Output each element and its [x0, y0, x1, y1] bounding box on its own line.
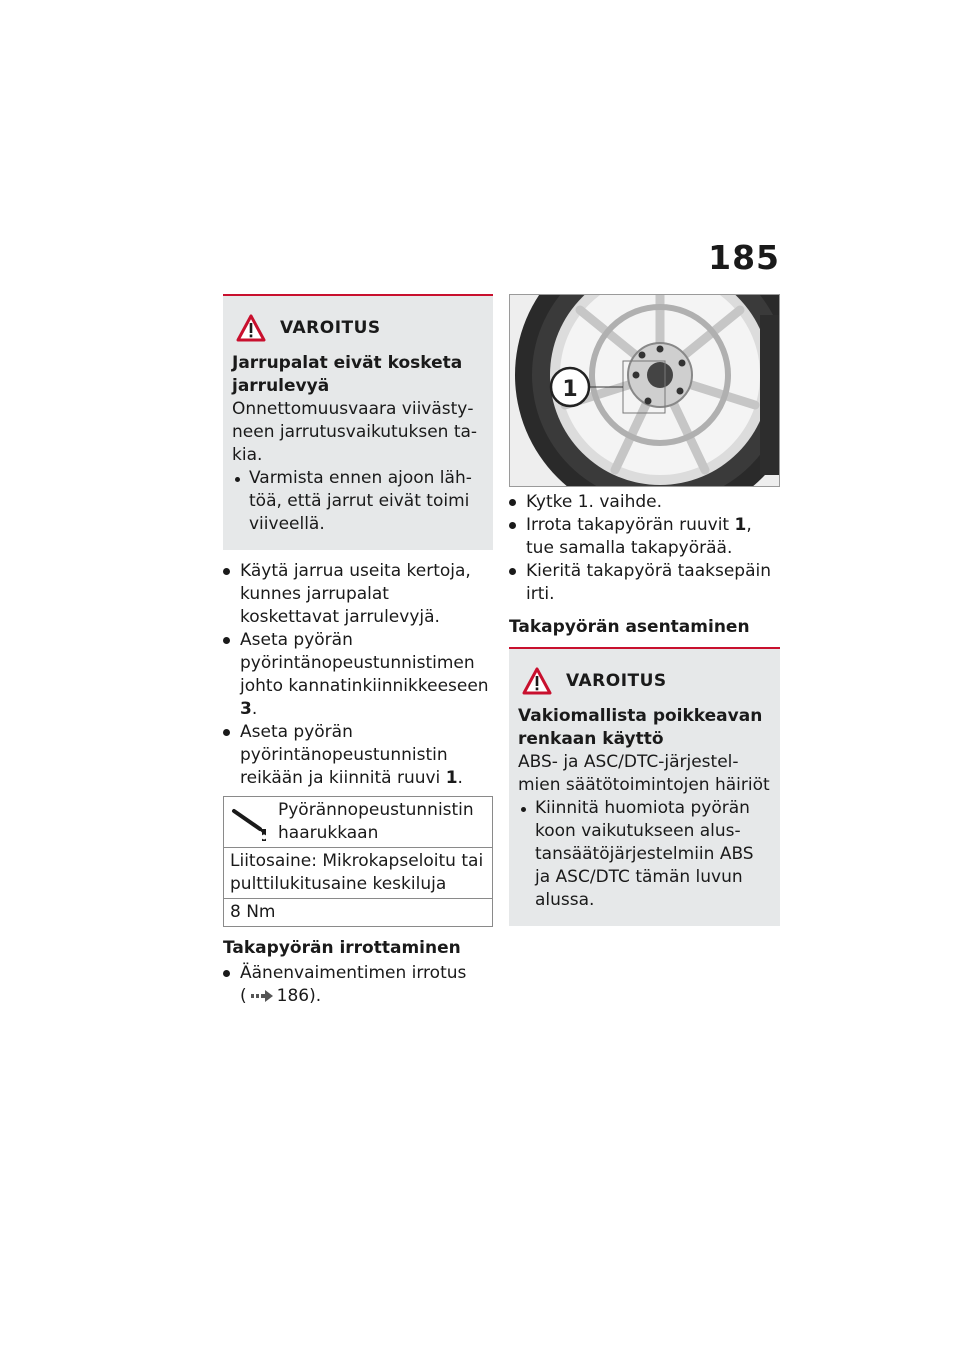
right-step-list	[509, 491, 780, 606]
spec-component: Pyörännopeustunnistin haarukkaan	[278, 800, 474, 843]
warning-title: VAROITUS	[280, 318, 381, 338]
arrow-reference-icon	[251, 990, 273, 1002]
warning-box-brakes	[223, 294, 493, 550]
removal-step: Äänenvaimentimen irrotus	[240, 963, 467, 983]
figure-callout-1: 1	[562, 377, 578, 402]
warning-bullet: Varmista ennen ajoon lähtöä, että jarrut eivät toimi viiveellä.	[232, 467, 484, 536]
step-list	[223, 560, 493, 790]
step-text: Kytke 1. vaihde.	[526, 492, 662, 512]
warning-box-tyres	[509, 647, 780, 926]
step-suffix: , tue samalla takapyörää.	[526, 515, 752, 558]
warning-bullet: Kiinnitä huomiota pyörän koon vaikutukseen alustansäätöjärjestelmiin ABS ja ASC/DTC tämän luvun alussa.	[518, 797, 771, 912]
spec-note: Liitosaine: Mikrokapseloitu tai pulttilukitusaine keskiluja	[224, 848, 493, 899]
warning-triangle-icon	[522, 667, 552, 695]
right-column	[509, 294, 780, 926]
step-suffix: .	[251, 699, 258, 719]
callout-ref: 1	[734, 515, 747, 535]
warning-text: Onnettomuusvaara viivästyneen jarrutusvaikutuksen takia.	[232, 399, 478, 465]
removal-list	[223, 962, 493, 1008]
step-text: Aseta pyörän pyörintänopeustunnistin reikään ja kiinnitä ruuvi	[240, 722, 448, 788]
warning-header	[236, 314, 484, 342]
rear-wheel-illustration	[510, 295, 780, 487]
list-item	[509, 491, 780, 514]
spec-component-cell	[224, 797, 493, 848]
warning-subtitle: Vakiomallista poikkeavan renkaan käyttö	[518, 706, 763, 749]
warning-text: ABS- ja ASC/DTC-järjestelmien säätötoimintojen häiriöt	[518, 752, 770, 795]
rear-wheel-figure	[509, 294, 780, 487]
step-text: Kieritä takapyörä taaksepäin irti.	[526, 561, 772, 604]
callout-ref: 3	[240, 699, 252, 719]
warning-triangle-icon	[236, 314, 266, 342]
install-heading: Takapyörän asentaminen	[509, 617, 750, 637]
warning-header	[522, 667, 771, 695]
step-suffix: .	[457, 768, 463, 788]
step-text: Irrota takapyörän ruuvit	[526, 515, 735, 535]
warning-title: VAROITUS	[566, 671, 667, 691]
callout-ref: 1	[445, 768, 458, 788]
list-item	[223, 560, 493, 629]
list-item	[223, 962, 493, 1008]
left-column	[223, 294, 493, 1008]
torque-wrench-icon	[230, 805, 272, 843]
list-item	[509, 560, 780, 606]
warning-bullet-list	[232, 467, 484, 536]
list-item	[223, 629, 493, 721]
warning-bullet-list	[518, 797, 771, 912]
page-number: 185	[708, 238, 780, 277]
page-reference-number: 186).	[276, 986, 322, 1006]
list-item	[509, 514, 780, 560]
torque-spec-table	[223, 796, 493, 927]
removal-heading: Takapyörän irrottaminen	[223, 938, 461, 958]
list-item	[223, 721, 493, 790]
page-reference[interactable]: ( 186).	[240, 986, 322, 1006]
warning-subtitle: Jarrupalat eivät kosketa jarrulevyä	[232, 353, 463, 396]
step-text: Käytä jarrua useita kertoja, kunnes jarrupalat koskettavat jarrulevyjä.	[240, 561, 471, 627]
spec-torque: 8 Nm	[224, 899, 493, 927]
step-text: Aseta pyörän pyörintänopeustunnistimen johto kannatinkiinnikkeeseen	[240, 630, 489, 696]
